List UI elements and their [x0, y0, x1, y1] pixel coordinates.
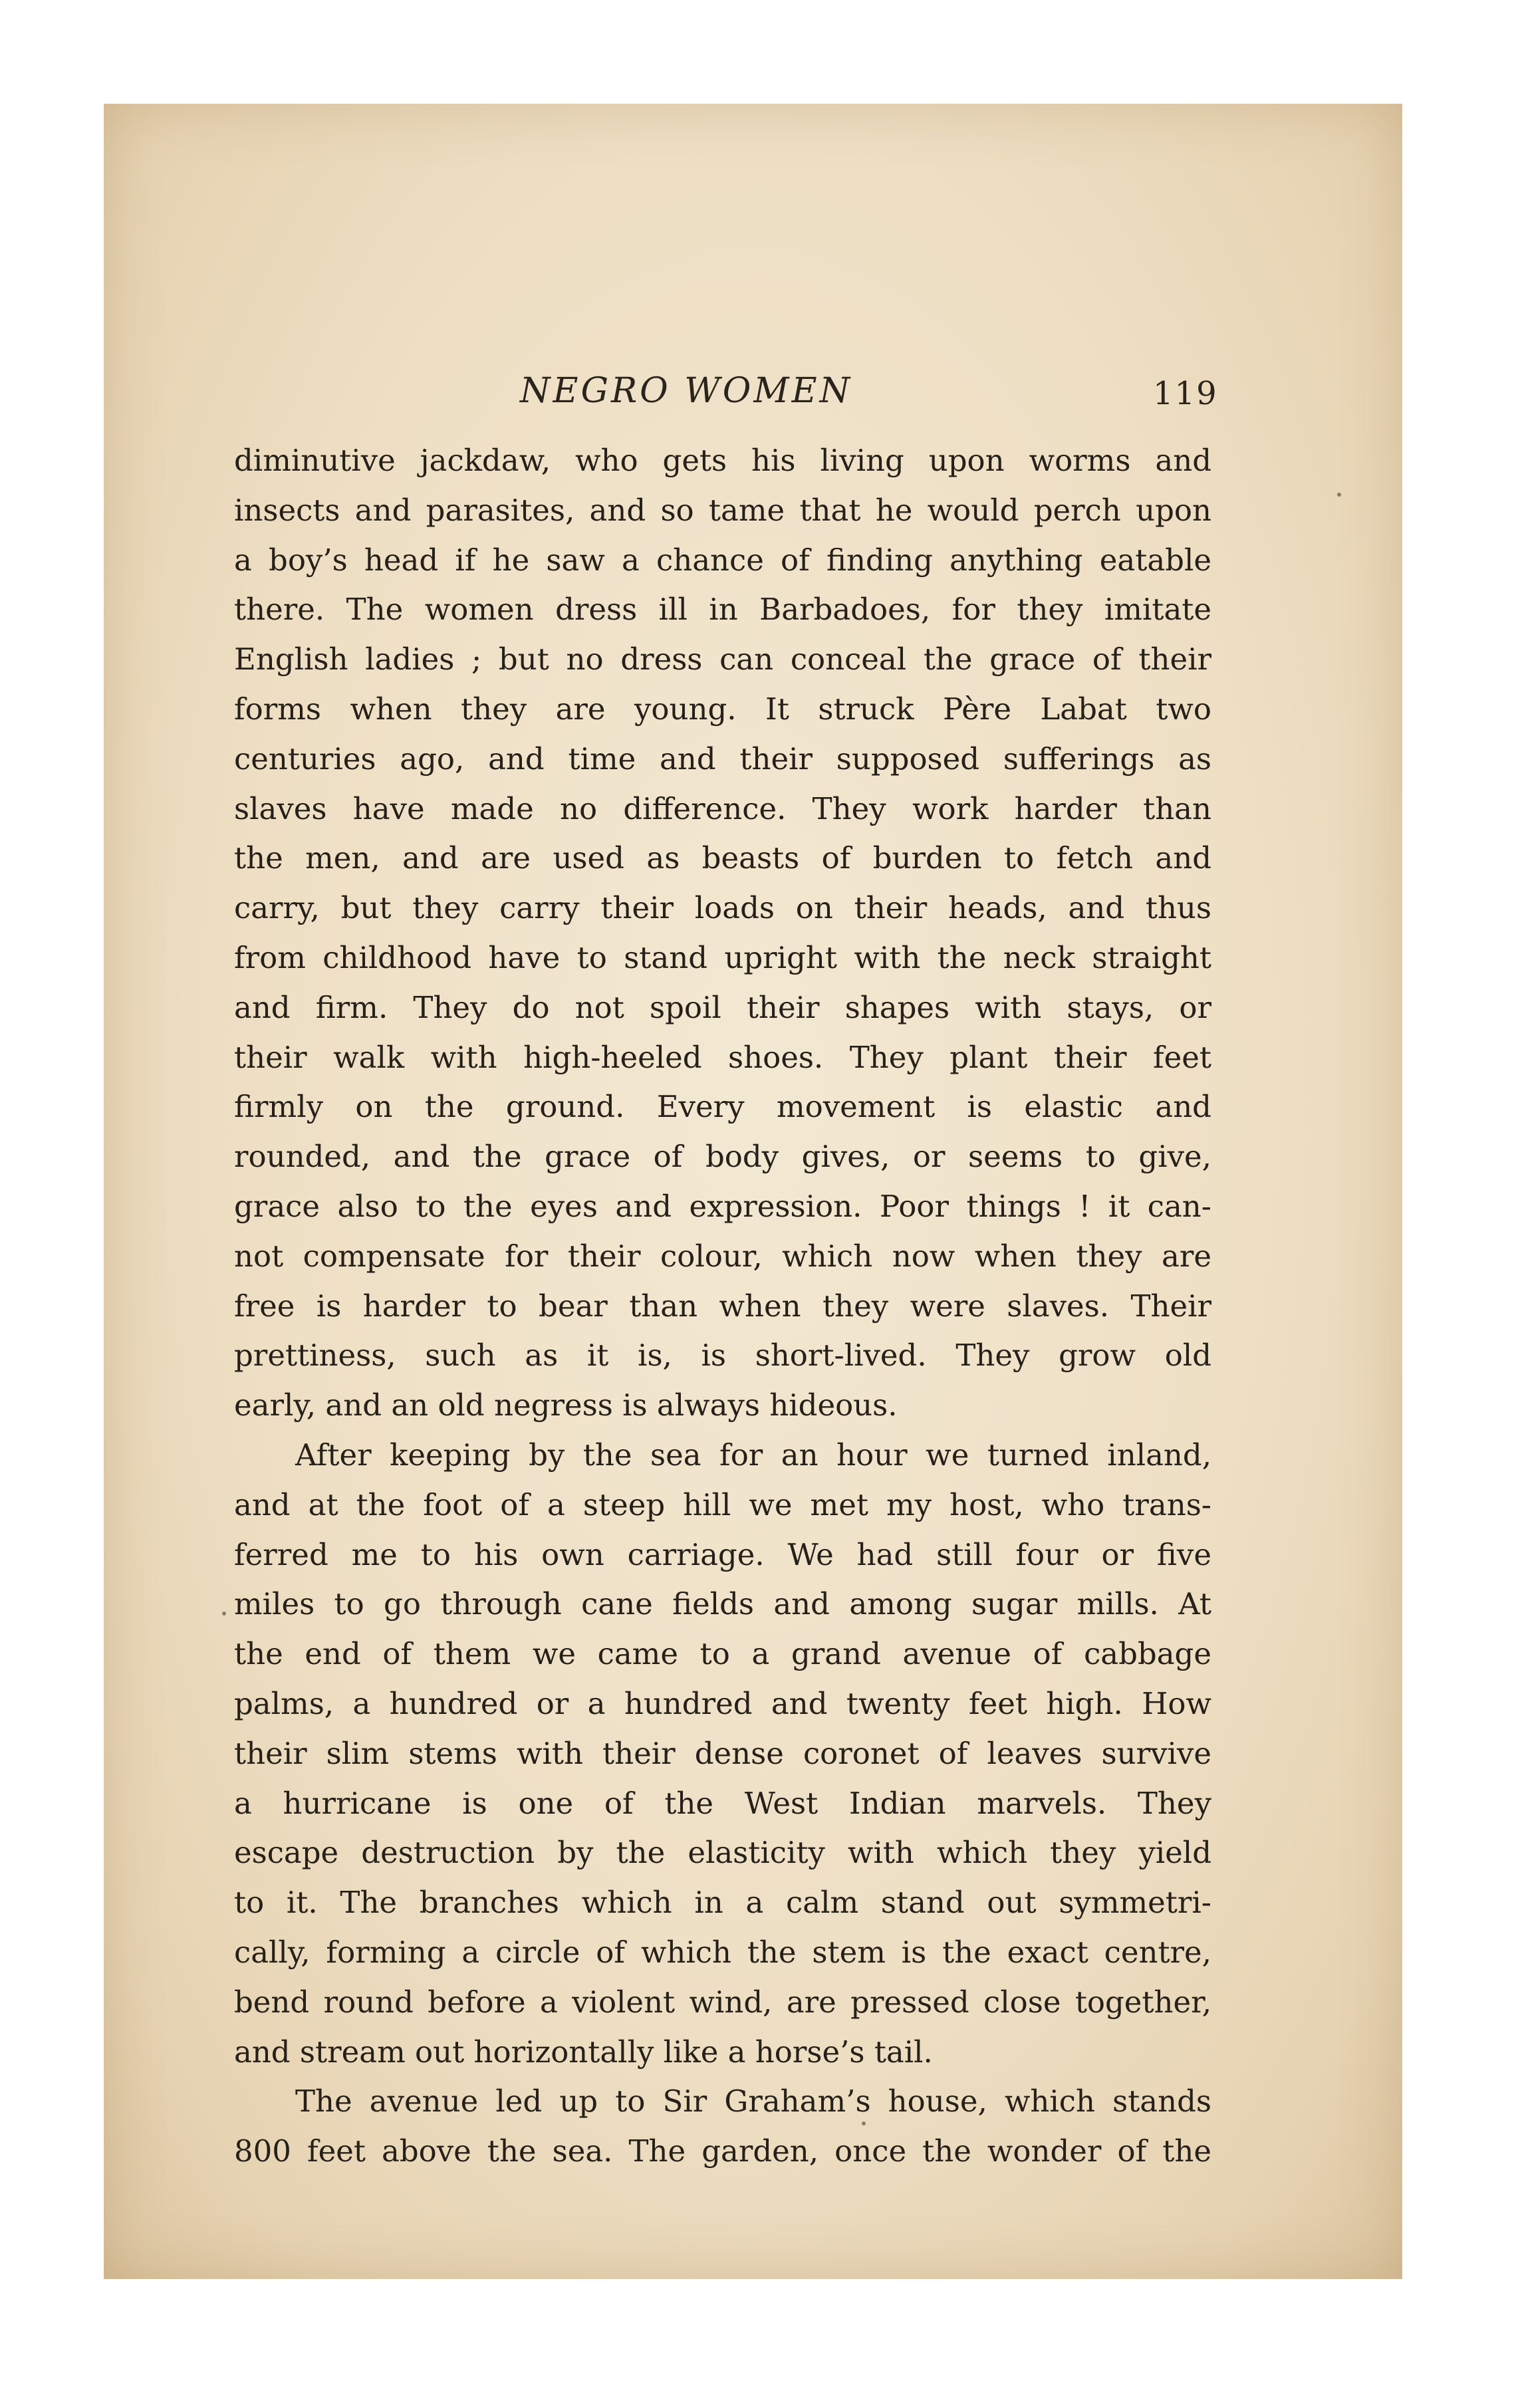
- text-line: bend round before a violent wind, are pressed close together,: [234, 1984, 1211, 2020]
- text-line: a hurricane is one of the West Indian marvels. They: [234, 1785, 1211, 1821]
- text-line: their slim stems with their dense coronet of leaves survive: [234, 1735, 1211, 1771]
- text-line: cally, forming a circle of which the stem is the exact centre,: [234, 1934, 1211, 1970]
- text-line: ferred me to his own carriage. We had still four or five: [234, 1536, 1211, 1572]
- text-line: the end of them we came to a grand avenue of cabbage: [234, 1636, 1211, 1672]
- page-header: [104, 371, 1402, 424]
- text-line: to it. The branches which in a calm stand out symmetri-: [234, 1885, 1211, 1921]
- text-line: and at the foot of a steep hill we met my host, who trans-: [234, 1487, 1211, 1522]
- paper-speck: [1337, 493, 1341, 497]
- paragraph-end-line: early, and an old negress is always hideous.: [234, 1387, 898, 1423]
- text-line: and firm. They do not spoil their shapes with stays, or: [234, 989, 1211, 1025]
- paragraph-end-line: and stream out horizontally like a horse’s tail.: [234, 2034, 933, 2070]
- text-line: firmly on the ground. Every movement is elastic and: [234, 1089, 1211, 1125]
- paper-speck: [862, 2121, 866, 2125]
- running-title: NEGRO WOMEN: [520, 371, 853, 411]
- paragraph-start-line: After keeping by the sea for an hour we turned inland,: [295, 1437, 1211, 1473]
- text-line: centuries ago, and time and their supposed sufferings as: [234, 741, 1211, 777]
- text-line: a boy’s head if he saw a chance of finding anything eatable: [234, 542, 1211, 578]
- text-line: slaves have made no difference. They work harder than: [234, 790, 1211, 826]
- text-line: forms when they are young. It struck Père Labat two: [234, 691, 1211, 727]
- paper-speck: [222, 1612, 226, 1616]
- text-line: the men, and are used as beasts of burden to fetch and: [234, 840, 1211, 876]
- text-line: their walk with high-heeled shoes. They plant their feet: [234, 1039, 1211, 1075]
- text-line: insects and parasites, and so tame that he would perch upon: [234, 492, 1211, 528]
- body-text: [234, 436, 1211, 2177]
- text-line: palms, a hundred or a hundred and twenty feet high. How: [234, 1685, 1211, 1721]
- paragraph-start-line: The avenue led up to Sir Graham’s house, which stands: [295, 2084, 1211, 2119]
- text-line: 800 feet above the sea. The garden, once the wonder of the: [234, 2133, 1211, 2169]
- text-line: free is harder to bear than when they were slaves. Their: [234, 1288, 1211, 1324]
- book-page: [104, 104, 1402, 2279]
- text-line: not compensate for their colour, which now when they are: [234, 1238, 1211, 1274]
- text-line: prettiness, such as it is, is short-lived. They grow old: [234, 1338, 1211, 1374]
- text-line: rounded, and the grace of body gives, or seems to give,: [234, 1139, 1211, 1175]
- text-line: diminutive jackdaw, who gets his living upon worms and: [234, 443, 1211, 478]
- text-line: from childhood have to stand upright with the neck straight: [234, 939, 1211, 975]
- text-line: English ladies ; but no dress can conceal the grace of their: [234, 642, 1211, 677]
- page-number: 119: [1153, 375, 1218, 412]
- text-line: miles to go through cane fields and among sugar mills. At: [234, 1586, 1211, 1622]
- text-line: escape destruction by the elasticity with which they yield: [234, 1835, 1211, 1871]
- text-line: grace also to the eyes and expression. Poor things ! it can-: [234, 1188, 1211, 1224]
- text-line: there. The women dress ill in Barbadoes, for they imitate: [234, 592, 1211, 628]
- text-line: carry, but they carry their loads on their heads, and thus: [234, 890, 1211, 926]
